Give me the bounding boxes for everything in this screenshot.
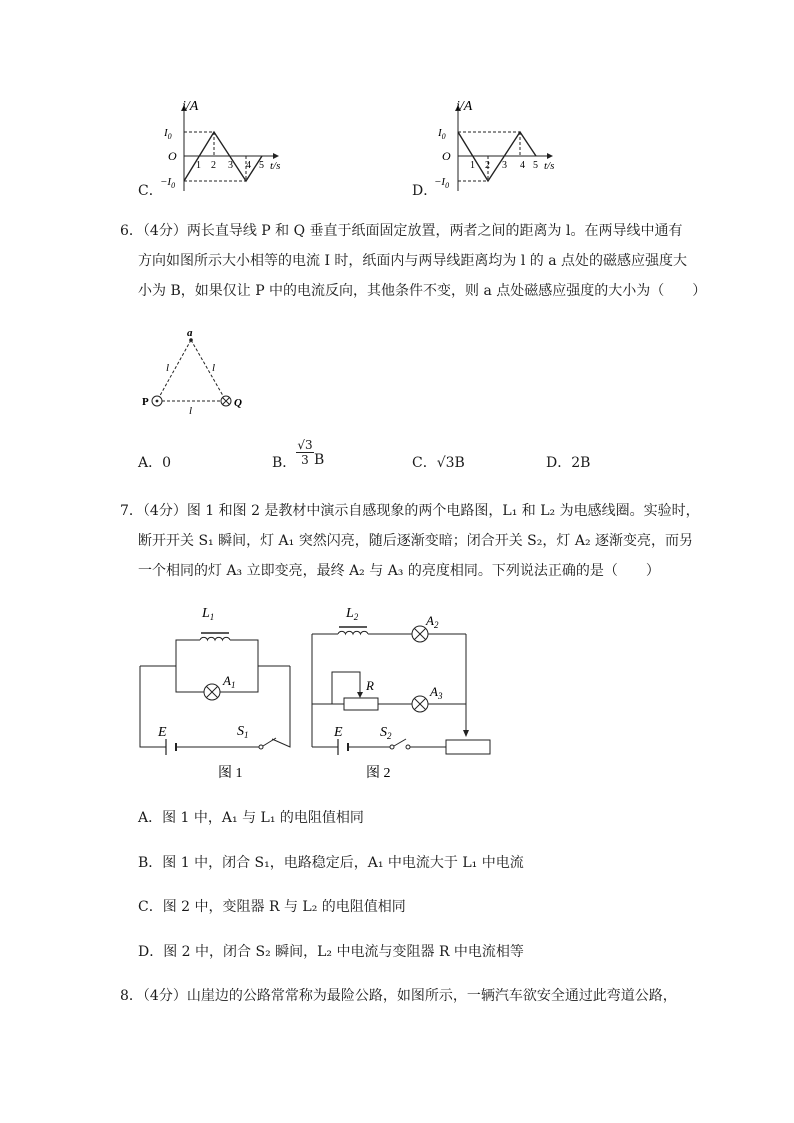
y-axis-label: i/A	[182, 99, 199, 114]
svg-text:2: 2	[211, 160, 216, 171]
q6-option-c: C．√3B	[412, 455, 465, 471]
svg-text:t/s: t/s	[544, 160, 555, 172]
svg-text:E: E	[334, 725, 343, 740]
svg-text:l: l	[212, 362, 216, 374]
q6-option-a: A．0	[138, 455, 172, 471]
svg-text:L2: $L_2$	[346, 606, 359, 622]
q7-option-d: D．图 2 中，闭合 S₂ 瞬间，L₂ 中电流与变阻器 R 中电流相等	[138, 944, 524, 960]
q7-option-b: B．图 1 中，闭合 S₁，电路稳定后，A₁ 中电流大于 L₁ 中电流	[138, 855, 524, 871]
svg-text:L1: $L_1$	[202, 606, 215, 622]
svg-text:4: 4	[520, 160, 525, 171]
q6-line-3: 小为 B，如果仅让 P 中的电流反向，其他条件不变，则 a 点处磁感应强度的大小为（ ）	[138, 283, 707, 299]
svg-text:A3: $A_3$	[430, 684, 443, 701]
svg-text:2: 2	[485, 160, 490, 171]
svg-text:5: 5	[533, 160, 538, 171]
svg-text:1: 1	[470, 160, 475, 171]
figure-2-caption: 图 2	[366, 766, 391, 781]
q6-line-1: 6．（4分）两长直导线 P 和 Q 垂直于纸面固定放置，两者之间的距离为 l。在两导线中通有	[120, 223, 683, 239]
option-d-label: D．	[412, 183, 438, 199]
q7-option-a: A．图 1 中，A₁ 与 L₁ 的电阻值相同	[138, 810, 364, 826]
potentiometer	[446, 740, 490, 754]
svg-text:4: 4	[246, 160, 251, 171]
svg-text:O: O	[442, 149, 451, 163]
graph-c	[160, 96, 290, 196]
x-axis-label: t/s	[270, 160, 281, 172]
q6-option-b-fraction: √3 3	[297, 438, 313, 467]
svg-text:3: 3	[502, 160, 507, 171]
svg-text:1: 1	[196, 160, 201, 171]
svg-text:P: P	[142, 396, 149, 408]
rheostat-r	[344, 698, 378, 710]
svg-text:I0: $I_0$	[438, 127, 446, 141]
svg-text:A1: $A_1$	[223, 673, 236, 690]
svg-text:a: a	[187, 327, 193, 339]
svg-text:i/A: i/A	[456, 99, 473, 114]
svg-text:A2: $A_2$	[426, 613, 439, 630]
circuit-figure-1	[130, 600, 310, 785]
q6-option-d: D．2B	[546, 455, 591, 471]
svg-text:S1: $S_1$	[237, 724, 249, 740]
q7-line-3: 一个相同的灯 A₃ 立即变亮，最终 A₂ 与 A₃ 的亮度相同。下列说法正确的是（ ）	[138, 563, 660, 579]
svg-text:3: 3	[228, 160, 233, 171]
svg-text:−I0: $-I_0$	[434, 176, 450, 190]
graph-d	[434, 96, 564, 196]
svg-text:l: l	[166, 362, 170, 374]
i0-label: $I_0$	[164, 127, 172, 141]
q7-line-2: 断开开关 S₁ 瞬间，灯 A₁ 突然闪亮，随后逐渐变暗；闭合开关 S₂，灯 A₂ 逐渐变亮，而另	[138, 533, 694, 549]
q6-option-b: B．	[272, 455, 297, 471]
option-c-label: C．	[138, 183, 163, 199]
q7-option-c: C．图 2 中，变阻器 R 与 L₂ 的电阻值相同	[138, 899, 406, 915]
origin-label: O	[168, 149, 177, 163]
q6-figure-triangle	[140, 326, 260, 416]
q7-line-1: 7．（4分）图 1 和图 2 是教材中演示自感现象的两个电路图，L₁ 和 L₂ 为电感线圈。实验时，	[120, 503, 700, 519]
svg-text:5: 5	[259, 160, 264, 171]
inductor-l2	[338, 631, 368, 634]
neg-i0-label: $-I_0$	[160, 176, 176, 190]
svg-text:S2: $S_2$	[380, 725, 392, 741]
switch-s1	[259, 745, 263, 749]
svg-text:l: l	[189, 405, 193, 416]
q6-line-2: 方向如图所示大小相等的电流 I 时，纸面内与两导线距离均为 l 的 a 点处的磁感应强度大	[138, 253, 688, 269]
switch-s2	[390, 745, 394, 749]
figure-1-caption: 图 1	[218, 766, 243, 781]
svg-text:R: R	[366, 678, 374, 693]
q8-line-1: 8．（4分）山崖边的公路常常称为最险公路，如图所示，一辆汽车欲安全通过此弯道公路，	[120, 988, 677, 1004]
svg-text:E: E	[158, 725, 167, 740]
svg-text:Q: Q	[234, 397, 242, 409]
circuit-figure-2	[300, 600, 500, 785]
